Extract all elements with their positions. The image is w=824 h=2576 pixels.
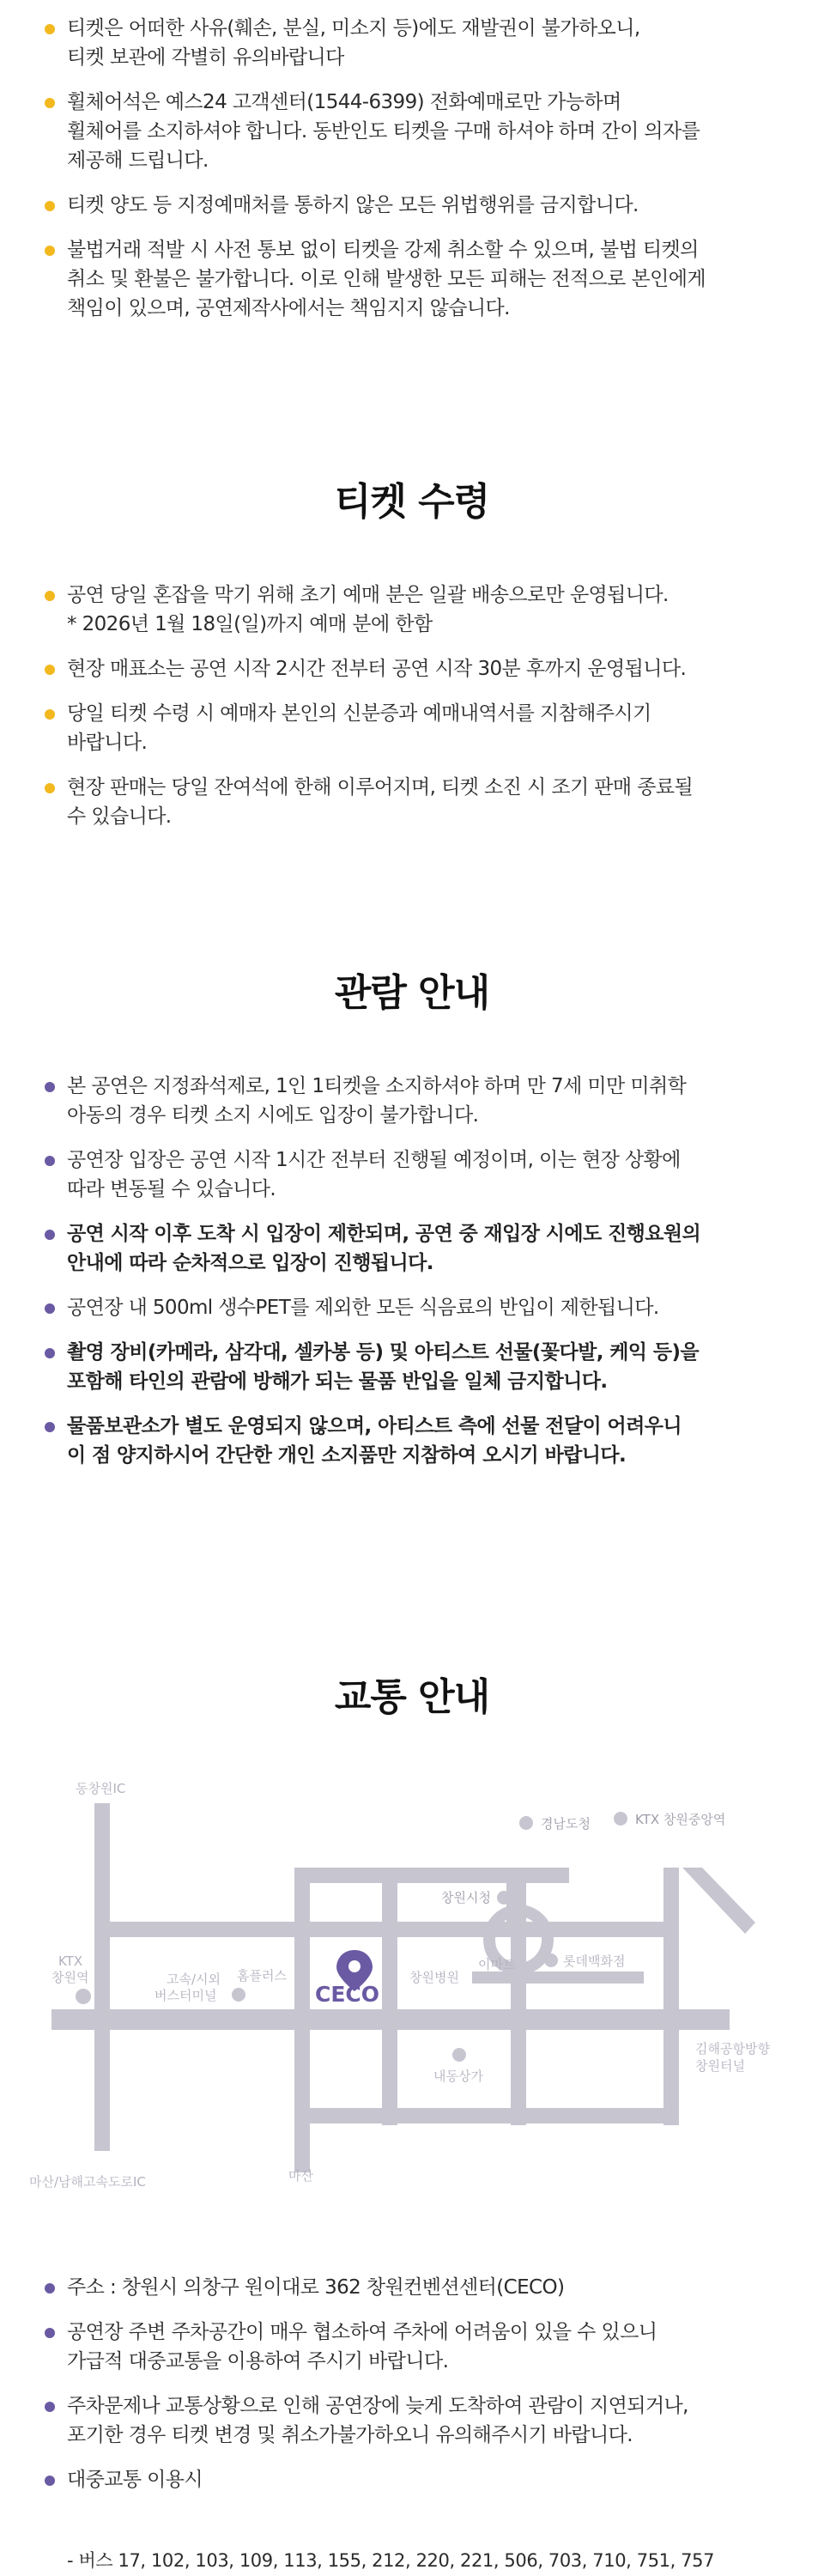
viewing-heading: 관람 안내 xyxy=(334,971,490,1015)
list-item-line: 물품보관소가 별도 운영되지 않으며, 아티스트 측에 선물 전달이 어려우니 xyxy=(67,1415,682,1437)
list-item xyxy=(41,235,788,323)
road-connector xyxy=(506,1882,522,1927)
bullet-dot-icon xyxy=(45,783,55,793)
bullet-dot-icon xyxy=(45,1230,55,1240)
list-item xyxy=(41,1412,788,1470)
list-item xyxy=(41,654,788,683)
label-gyeongnam: 경남도청 xyxy=(541,1816,591,1832)
list-item-line: 티켓 보관에 각별히 유의바랍니다 xyxy=(67,46,344,69)
transport-heading: 교통 안내 xyxy=(334,1675,490,1719)
bullet-dot-icon xyxy=(45,201,55,211)
road-south xyxy=(294,2108,679,2123)
marker-ktx-jungang xyxy=(614,1812,627,1826)
marker-gyeongnam xyxy=(519,1816,533,1830)
road-inner xyxy=(472,1971,644,1984)
road-middle xyxy=(94,1922,679,1937)
transport-section xyxy=(0,2273,824,2510)
notice-list xyxy=(0,14,824,323)
label-gimhae-1: 김해공항방향 xyxy=(695,2041,770,2057)
list-item-line: 포함해 타인의 관람에 방해가 되는 물품 반입을 일체 금지합니다. xyxy=(67,1370,608,1393)
road-vertical-3 xyxy=(382,1868,397,2125)
list-item-line: 가급적 대중교통을 이용하여 주시기 바랍니다. xyxy=(67,2350,449,2372)
marker-ktx-changwon xyxy=(76,1989,91,2004)
bullet-dot-icon xyxy=(45,1156,55,1166)
list-item-line: 포기한 경우 티켓 변경 및 취소가불가하오니 유의해주시기 바랍니다. xyxy=(67,2424,633,2446)
bullet-dot-icon xyxy=(45,1348,55,1358)
bullet-dot-icon xyxy=(45,591,55,601)
label-terminal-2: 버스터미널 xyxy=(154,1988,217,2003)
marker-naedong xyxy=(452,2048,466,2062)
map-labels xyxy=(29,1781,770,2190)
list-item-line: 제공해 드립니다. xyxy=(67,149,209,172)
road-vertical-5 xyxy=(663,1868,679,2125)
list-item-line: 공연장 입장은 공연 시작 1시간 전부터 진행될 예정이며, 이는 현장 상황에 xyxy=(67,1149,681,1171)
bullet-dot-icon xyxy=(45,24,55,34)
notice-section xyxy=(0,14,824,338)
list-item-line: 공연 당일 혼잡을 막기 위해 초기 예매 분은 일괄 배송으로만 운영됩니다. xyxy=(67,584,669,606)
list-item-line: 휠체어를 소지하셔야 합니다. 동반인도 티켓을 구매 하셔야 하며 간이 의자를 xyxy=(67,120,700,143)
label-masan-ic: 마산/남해고속도로IC xyxy=(29,2174,146,2190)
ticket-section xyxy=(0,580,824,847)
label-emart: 이마트 xyxy=(478,1957,516,1972)
list-item-line: 이 점 양지하시어 간단한 개인 소지품만 지참하여 오시기 바랍니다. xyxy=(67,1444,627,1467)
list-item-line: 공연장 내 500ml 생수PET를 제외한 모든 식음료의 반입이 제한됩니다. xyxy=(67,1297,659,1319)
list-item-line: 공연장 주변 주차공간이 매우 협소하여 주차에 어려움이 있을 수 있으니 xyxy=(67,2321,657,2343)
list-item xyxy=(41,1338,788,1396)
list-item-line: 공연 시작 이후 도착 시 입장이 제한되며, 공연 중 재입장 시에도 진행요원의 xyxy=(67,1223,701,1245)
viewing-section xyxy=(0,1072,824,1485)
list-item-line: 휠체어석은 예스24 고객센터(1544-6399) 전화예매로만 가능하며 xyxy=(67,91,621,113)
bullet-dot-icon xyxy=(45,2328,55,2338)
label-hospital: 창원병원 xyxy=(409,1970,459,1985)
list-item xyxy=(41,580,788,639)
label-changwon-station: 창원역 xyxy=(52,1970,89,1985)
list-item-line: 현장 판매는 당일 잔여석에 한해 이루어지며, 티켓 소진 시 조기 판매 종료될 xyxy=(67,776,694,799)
ticket-heading: 티켓 수령 xyxy=(334,480,490,524)
ticket-list xyxy=(0,580,824,831)
list-item xyxy=(41,1219,788,1278)
road-diagonal xyxy=(682,1868,755,1934)
label-ktx-jungang: KTX 창원중앙역 xyxy=(635,1812,726,1827)
list-item-line: 티켓은 어떠한 사유(훼손, 분실, 미소지 등)에도 재발권이 불가하오니, xyxy=(67,17,640,39)
list-item-line: 수 있습니다. xyxy=(67,805,172,828)
bullet-dot-icon xyxy=(45,665,55,675)
list-item xyxy=(41,2465,788,2494)
list-item xyxy=(41,1293,788,1322)
label-lotte: 롯데백화점 xyxy=(563,1953,626,1969)
transport-list xyxy=(0,2273,824,2494)
list-item-line: 책임이 있으며, 공연제작사에서는 책임지지 않습니다. xyxy=(67,297,510,319)
list-item-line: 본 공연은 지정좌석제로, 1인 1티켓을 소지하셔야 하며 만 7세 미만 미취학 xyxy=(67,1075,687,1097)
label-terminal-1: 고속/시외 xyxy=(167,1971,221,1987)
bullet-dot-icon xyxy=(45,1422,55,1432)
list-item-line: 바랍니다. xyxy=(67,732,148,754)
label-gimhae-2: 창원터널 xyxy=(695,2058,745,2074)
bullet-dot-icon xyxy=(45,98,55,108)
marker-terminal xyxy=(232,1988,245,2002)
label-naedong: 내동상가 xyxy=(433,2069,483,2084)
list-item xyxy=(41,2273,788,2302)
list-item-line: 취소 및 환불은 불가합니다. 이로 인해 발생한 모든 피해는 전적으로 본인에게 xyxy=(67,268,706,290)
list-item-line: 대중교통 이용시 xyxy=(67,2469,203,2491)
list-item-line: 주차문제나 교통상황으로 인해 공연장에 늦게 도착하여 관람이 지연되거나, xyxy=(67,2395,688,2417)
viewing-list xyxy=(0,1072,824,1470)
bullet-dot-icon xyxy=(45,2402,55,2412)
marker-city-hall xyxy=(497,1891,511,1905)
label-dongchangwon: 동창원IC xyxy=(76,1781,126,1796)
bullet-dot-icon xyxy=(45,246,55,256)
list-item-line: 안내에 따라 순차적으로 입장이 진행됩니다. xyxy=(67,1252,433,1274)
list-item xyxy=(41,1072,788,1130)
list-item xyxy=(41,14,788,72)
list-item-line: * 2026년 1월 18일(일)까지 예매 분에 한함 xyxy=(67,613,433,635)
label-city-hall: 창원시청 xyxy=(441,1890,491,1905)
label-ktx: KTX xyxy=(58,1953,83,1969)
label-masan: 마산 xyxy=(288,2168,313,2184)
road-west-vertical xyxy=(94,1803,110,2151)
list-item xyxy=(41,1145,788,1204)
list-item-line: 당일 티켓 수령 시 예매자 본인의 신분증과 예매내역서를 지참해주시기 xyxy=(67,702,651,725)
marker-lotte xyxy=(544,1953,558,1967)
bullet-dot-icon xyxy=(45,709,55,720)
road-north xyxy=(294,1868,569,1883)
list-item xyxy=(41,88,788,175)
bullet-dot-icon xyxy=(45,2476,55,2486)
list-item-line: 촬영 장비(카메라, 삼각대, 셀카봉 등) 및 아티스트 선물(꽃다발, 케익 등)을 xyxy=(67,1341,700,1364)
list-item-line: 아동의 경우 티켓 소지 시에도 입장이 불가합니다. xyxy=(67,1104,479,1127)
label-homeplus: 홈플러스 xyxy=(237,1968,287,1984)
list-item xyxy=(41,191,788,220)
list-item xyxy=(41,2391,788,2450)
label-ceco: CECO xyxy=(315,1982,380,2007)
list-item-line: 따라 변동될 수 있습니다. xyxy=(67,1178,276,1200)
list-item xyxy=(41,699,788,757)
list-item-line: 주소 : 창원시 의창구 원이대로 362 창원컨벤션센터(CECO) xyxy=(67,2276,565,2299)
list-item-line: 티켓 양도 등 지정예매처를 통하지 않은 모든 위법행위를 금지합니다. xyxy=(67,194,639,216)
bullet-dot-icon xyxy=(45,1082,55,1092)
road-main xyxy=(52,2009,730,2030)
bullet-dot-icon xyxy=(45,1303,55,1314)
list-item-line: 불법거래 적발 시 사전 통보 없이 티켓을 강제 취소할 수 있으며, 불법 티켓의 xyxy=(67,239,699,261)
bus-info: - 버스 17, 102, 103, 109, 113, 155, 212, 220, 221, 506, 703, 710, 751, 757 xyxy=(67,2550,715,2571)
list-item xyxy=(41,2318,788,2376)
list-item xyxy=(41,773,788,831)
bullet-dot-icon xyxy=(45,2283,55,2293)
transport-map xyxy=(0,1765,824,2211)
list-item-line: 현장 매표소는 공연 시작 2시간 전부터 공연 시작 30분 후까지 운영됩니다. xyxy=(67,658,687,680)
